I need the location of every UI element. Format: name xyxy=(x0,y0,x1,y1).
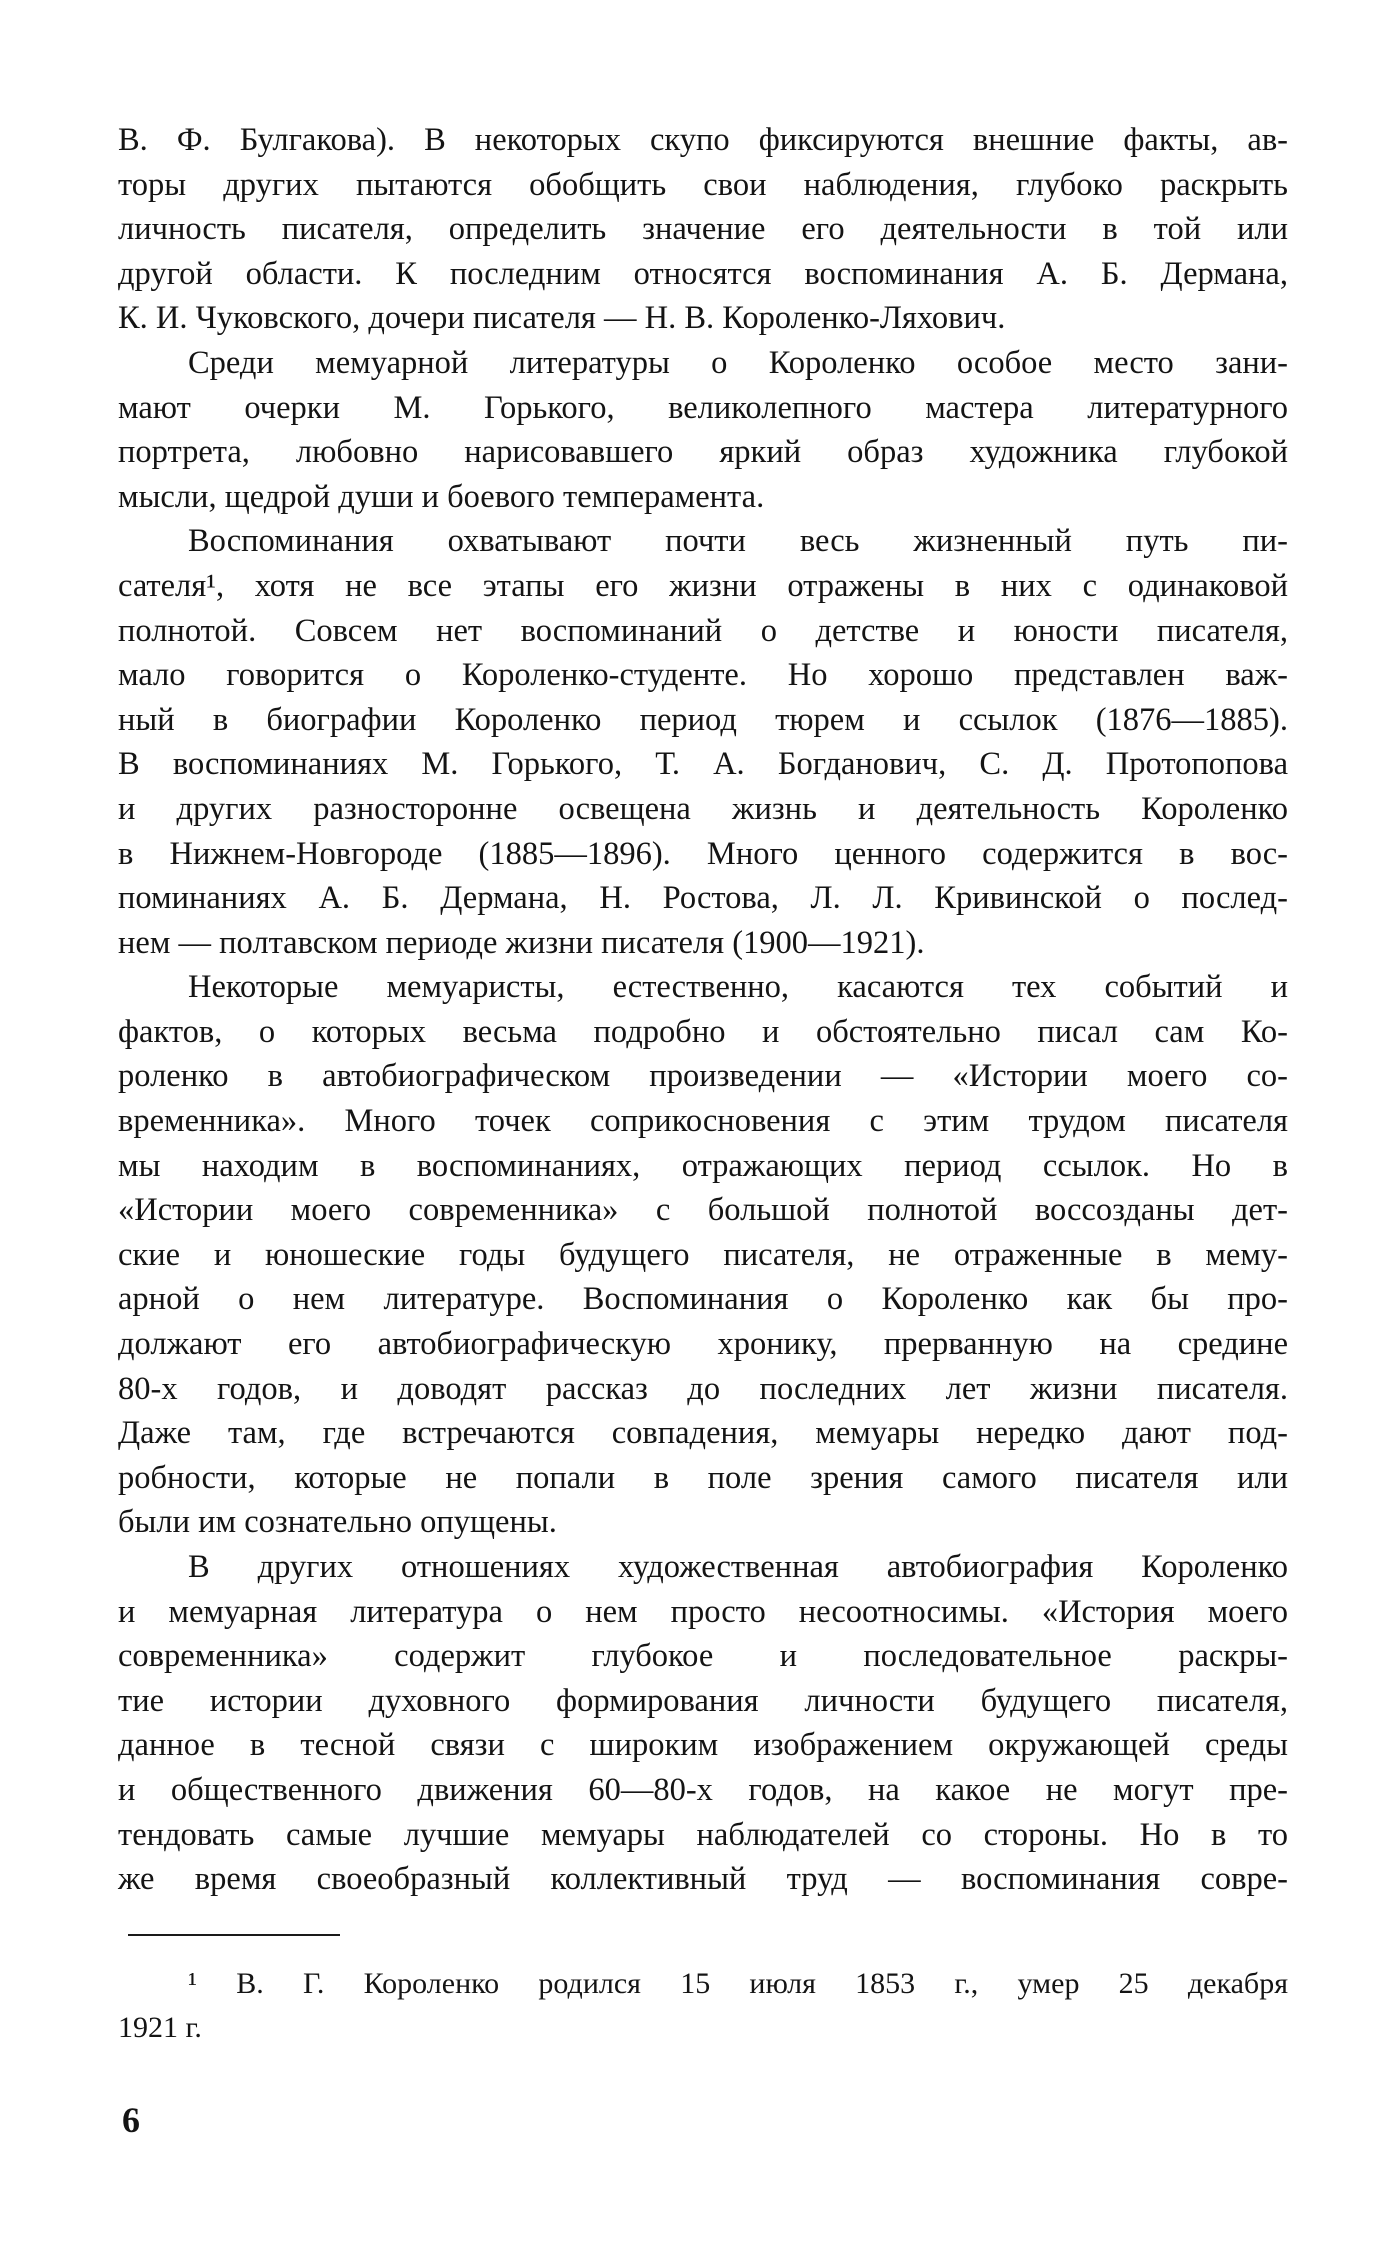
text-line: «Истории моего современника» с большой полнотой воссозданы дет- xyxy=(118,1192,1288,1229)
text-line: 80-х годов, и доводят рассказ до последних лет жизни писателя. xyxy=(118,1370,1288,1407)
text-line: мы находим в воспоминаниях, отражающих период ссылок. Но в xyxy=(118,1147,1288,1184)
text-line: же время своеобразный коллективный труд — воспоминания совре- xyxy=(118,1861,1288,1898)
text-line: современника» содержит глубокое и последовательное раскры- xyxy=(118,1638,1288,1675)
text-line: арной о нем литературе. Воспоминания о Короленко как бы про- xyxy=(118,1281,1288,1318)
text-line: временника». Много точек соприкосновения с этим трудом писателя xyxy=(118,1103,1288,1140)
text-line: полнотой. Совсем нет воспоминаний о детстве и юности писателя, xyxy=(118,612,1288,649)
text-line: были им сознательно опущены. xyxy=(118,1504,557,1541)
text-line: Воспоминания охватывают почти весь жизненный путь пи- xyxy=(188,523,1288,560)
text-line: портрета, любовно нарисовавшего яркий образ художника глубокой xyxy=(118,434,1288,471)
paragraph-5 xyxy=(118,1545,1288,1902)
text-line: личность писателя, определить значение его деятельности в той или xyxy=(118,211,1288,248)
paragraph-1 xyxy=(118,118,1288,341)
text-line: в Нижнем-Новгороде (1885—1896). Много ценного содержится в вос- xyxy=(118,835,1288,872)
text-line: ские и юношеские годы будущего писателя, не отраженные в мему- xyxy=(118,1236,1288,1273)
text-line: мают очерки М. Горького, великолепного мастера литературного xyxy=(118,389,1288,426)
text-line: роленко в автобиографическом произведении — «Истории моего со- xyxy=(118,1058,1288,1095)
text-line: В других отношениях художественная автобиография Короленко xyxy=(188,1549,1288,1585)
text-line: В воспоминаниях М. Горького, Т. А. Богданович, С. Д. Протопопова xyxy=(118,746,1288,783)
paragraph-4 xyxy=(118,965,1288,1545)
text-line: Среди мемуарной литературы о Короленко особое место зани- xyxy=(188,344,1288,381)
text-line: ный в биографии Короленко период тюрем и ссылок (1876—1885). xyxy=(118,701,1288,738)
text-line: тие истории духовного формирования личности будущего писателя, xyxy=(118,1682,1288,1719)
text-line: фактов, о которых весьма подробно и обстоятельно писал сам Ко- xyxy=(118,1013,1288,1050)
text-line: нем — полтавском периоде жизни писателя (1900—1921). xyxy=(118,924,925,961)
text-line: и других разносторонне освещена жизнь и деятельность Короленко xyxy=(118,790,1288,827)
text-line: и мемуарная литература о нем просто несоотносимы. «История моего xyxy=(118,1593,1288,1630)
text-line: сателя¹, хотя не все этапы его жизни отражены в них с одинаковой xyxy=(118,567,1288,604)
page-number: 6 xyxy=(122,2100,140,2140)
text-line: должают его автобиографическую хронику, прерванную на средине xyxy=(118,1326,1288,1363)
text-line: мало говорится о Короленко-студенте. Но хорошо представлен важ- xyxy=(118,657,1288,694)
text-line: другой области. К последним относятся воспоминания А. Б. Дермана, xyxy=(118,255,1288,292)
paragraph-3 xyxy=(118,519,1288,965)
text-line: робности, которые не попали в поле зрения самого писателя или xyxy=(118,1459,1288,1496)
footnote-separator xyxy=(128,1934,340,1936)
text-line: тендовать самые лучшие мемуары наблюдателей со стороны. Но в то xyxy=(118,1816,1288,1853)
text-line: В. Ф. Булгакова). В некоторых скупо фиксируются внешние факты, ав- xyxy=(118,122,1288,158)
paragraph-2 xyxy=(118,341,1288,519)
text-line: поминаниях А. Б. Дермана, Н. Ростова, Л. Л. Кривинской о послед- xyxy=(118,880,1288,917)
footnote-line: 1921 г. xyxy=(118,2011,202,2044)
text-line: и общественного движения 60—80-х годов, на какое не могут пре- xyxy=(118,1771,1288,1808)
page-body xyxy=(118,118,1288,1902)
footnote-line: ¹ В. Г. Короленко родился 15 июля 1853 г., умер 25 декабря xyxy=(188,1967,1288,2000)
text-line: данное в тесной связи с широким изображением окружающей среды xyxy=(118,1727,1288,1764)
footnote xyxy=(118,1962,1288,2050)
text-line: мысли, щедрой души и боевого темперамента. xyxy=(118,478,765,515)
text-line: Некоторые мемуаристы, естественно, касаются тех событий и xyxy=(188,969,1288,1006)
text-line: К. И. Чуковского, дочери писателя — Н. В. Короленко-Ляхович. xyxy=(118,300,1006,337)
text-line: торы других пытаются обобщить свои наблюдения, глубоко раскрыть xyxy=(118,166,1288,203)
text-line: Даже там, где встречаются совпадения, мемуары нередко дают под- xyxy=(118,1415,1288,1452)
